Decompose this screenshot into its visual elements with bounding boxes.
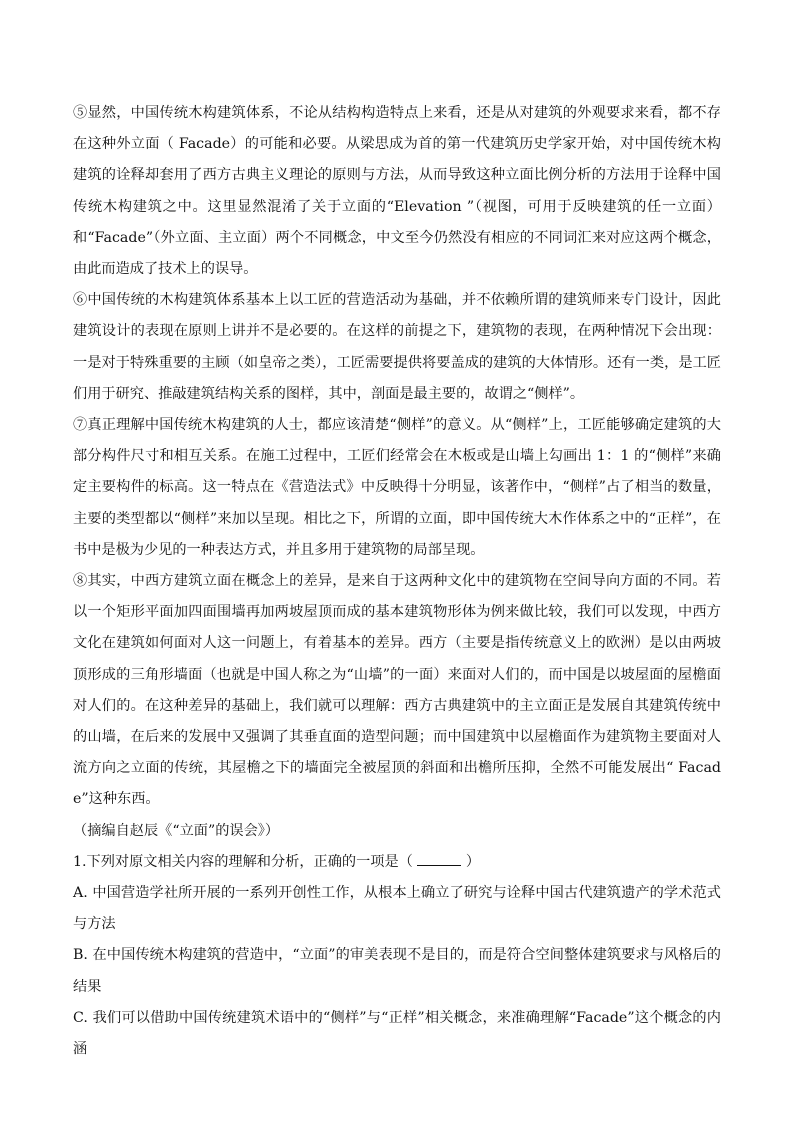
question-stem-text: 1.下列对原文相关内容的理解和分析，正确的一项是（ [73,853,413,870]
document-page [73,98,721,1065]
option-b: B. 在中国传统木构建筑的营造中，“立面”的审美表现不是目的，而是符合空间整体建筑要求与风格后的结果 [73,947,721,995]
source-citation: （摘编自赵辰《“立面”的误会》） [73,822,280,839]
option-c: C. 我们可以借助中国传统建筑术语中的“侧样”与“正样”相关概念，来准确理解“Facade”这个概念的内涵 [73,1009,721,1058]
option-a: A. 中国营造学社所开展的一系列开创性工作，从根本上确立了研究与诠释中国古代建筑遗产的学术范式与方法 [73,885,721,933]
paragraph-8: ⑧其实，中西方建筑立面在概念上的差异，是来自于这两种文化中的建筑物在空间导向方面的不同。若以一个矩形平面加四面围墙再加两坡屋顶而成的基本建筑物形体为例来做比较，我们可以发现，中西方文化在建筑如何面对人这一问题上，有着基本的差异。西方（主要是指传统意义上的欧洲）是以由两坡顶形成的三角形墙面（也就是中国人称之为“山墙”的一面）来面对人们的，而中国是以坡屋面的屋檐面对人们的。在这种差异的基础上，我们就可以理解：西方古典建筑中的主立面正是发展自其建筑传统中的山墙，在后来的发展中又强调了其垂直面的造型问题；而中国建筑中以屋檐面作为建筑物主要面对人流方向之立面的传统，其屋檐之下的墙面完全被屋顶的斜面和出檐所压抑，全然不可能发展出“ Facade”这种东西。 [73,573,721,808]
paragraph-5: ⑤显然，中国传统木构建筑体系，不论从结构构造特点上来看，还是从对建筑的外观要求来看，都不存在这种外立面（ Facade）的可能和必要。从梁思成为首的第一代建筑历史学家开始，对中国传统木构建筑的诠释却套用了西方古典主义理论的原则与方法，从而导致这种立面比例分析的方法用于诠释中国传统木构建筑之中。这里显然混淆了关于立面的“Elevation ”（视图，可用于反映建筑的任一立面）和“Facade”（外立面、主立面）两个不同概念，中文至今仍然没有相应的不同词汇来对应这两个概念，由此而造成了技术上的误导。 [73,105,721,278]
answer-blank[interactable] [417,851,461,866]
question-stem-close: ） [465,853,481,870]
paragraph-6: ⑥中国传统的木构建筑体系基本上以工匠的营造活动为基础，并不依赖所谓的建筑师来专门设计，因此建筑设计的表现在原则上讲并不是必要的。在这样的前提之下，建筑物的表现，在两种情况下会出现：一是对于特殊重要的主顾（如皇帝之类），工匠需要提供将要盖成的建筑的大体情形。还有一类，是工匠们用于研究、推敲建筑结构关系的图样，其中，剖面是最主要的，故谓之“侧样”。 [73,292,721,402]
paragraph-7: ⑦真正理解中国传统木构建筑的人士，都应该清楚“侧样”的意义。从“侧样”上，工匠能够确定建筑的大部分构件尺寸和相互关系。在施工过程中，工匠们经常会在木板或是山墙上勾画出 1：1 的“侧样”来确定主要构件的标高。这一特点在《营造法式》中反映得十分明显，该著作中，“侧样”占了相当的数量，主要的类型都以“侧样”来加以呈现。相比之下，所谓的立面，即中国传统大木作体系之中的“正样”，在书中是极为少见的一种表达方式，并且多用于建筑物的局部呈现。 [73,417,721,558]
question-stem [73,847,721,878]
